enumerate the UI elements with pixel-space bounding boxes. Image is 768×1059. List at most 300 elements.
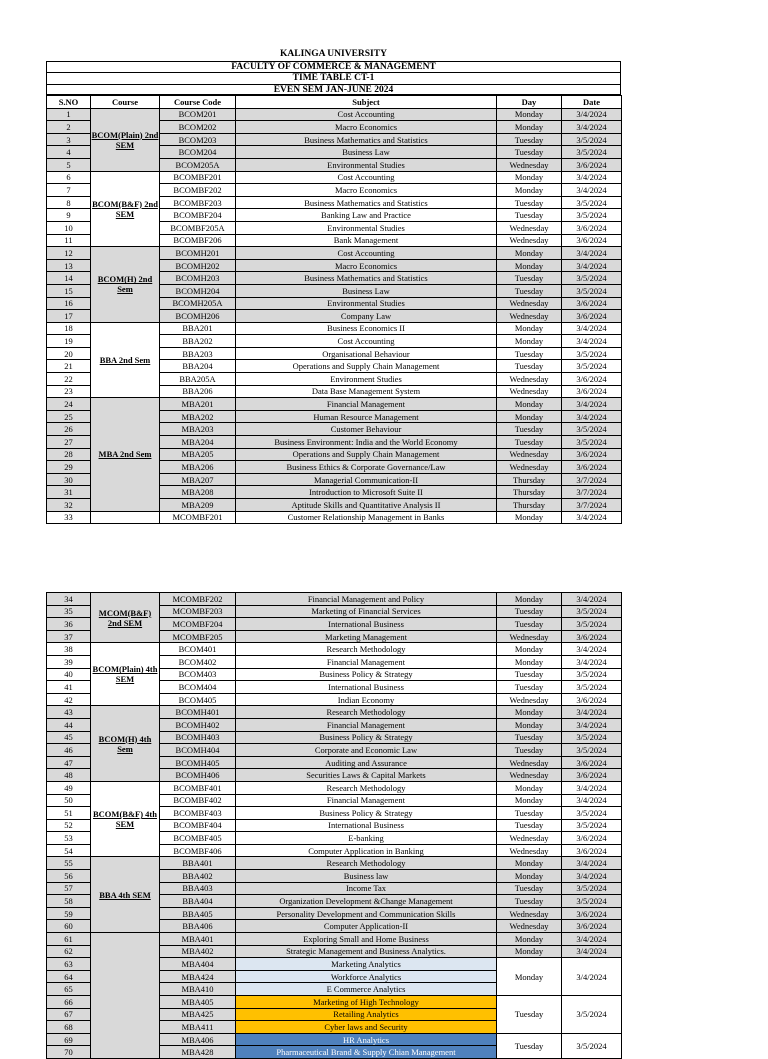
exam-date: 3/5/2024	[562, 360, 622, 373]
course-code: MBA404	[160, 958, 236, 971]
exam-date: 3/5/2024	[562, 146, 622, 159]
exam-day: Tuesday	[497, 895, 562, 908]
exam-date: 3/5/2024	[562, 668, 622, 681]
exam-date: 3/4/2024	[562, 184, 622, 197]
course-code: BBA202	[160, 335, 236, 348]
subject: Business Mathematics and Statistics	[236, 133, 497, 146]
row-number: 40	[47, 668, 91, 681]
course-code: MCOMBF202	[160, 593, 236, 606]
exam-date: 3/4/2024	[562, 718, 622, 731]
subject: Company Law	[236, 310, 497, 323]
course-name	[91, 511, 160, 524]
row-number: 18	[47, 322, 91, 335]
row-number: 1	[47, 108, 91, 121]
exam-day: Tuesday	[497, 436, 562, 449]
exam-day: Monday	[497, 933, 562, 946]
exam-date: 3/5/2024	[562, 1033, 622, 1058]
exam-day: Monday	[497, 184, 562, 197]
exam-day: Wednesday	[497, 832, 562, 845]
subject: Workforce Analytics	[236, 970, 497, 983]
course-code: BCOM404	[160, 681, 236, 694]
course-code: BBA403	[160, 882, 236, 895]
subject: Organization Development &Change Management	[236, 895, 497, 908]
course-code: BCOMBF402	[160, 794, 236, 807]
row-number: 46	[47, 744, 91, 757]
subject: Financial Management	[236, 718, 497, 731]
course-code: BCOMH401	[160, 706, 236, 719]
exam-day: Wednesday	[497, 373, 562, 386]
course-code: BBA204	[160, 360, 236, 373]
course-code: BBA203	[160, 347, 236, 360]
exam-day: Monday	[497, 781, 562, 794]
row-number: 13	[47, 259, 91, 272]
subject: Strategic Management and Business Analytics.	[236, 945, 497, 958]
subject: Financial Management and Policy	[236, 593, 497, 606]
row-number: 61	[47, 933, 91, 946]
subject: Indian Economy	[236, 693, 497, 706]
subject: Computer Application in Banking	[236, 844, 497, 857]
exam-date: 3/4/2024	[562, 933, 622, 946]
row-number: 42	[47, 693, 91, 706]
exam-day: Wednesday	[497, 158, 562, 171]
row-number: 53	[47, 832, 91, 845]
exam-day: Tuesday	[497, 618, 562, 631]
table-row	[47, 247, 622, 260]
subject: Research Methodology	[236, 706, 497, 719]
row-number: 16	[47, 297, 91, 310]
exam-day: Wednesday	[497, 385, 562, 398]
row-number: 29	[47, 461, 91, 474]
row-number: 10	[47, 221, 91, 234]
course-code: BCOMH202	[160, 259, 236, 272]
exam-date: 3/5/2024	[562, 882, 622, 895]
exam-date: 3/5/2024	[562, 895, 622, 908]
subject: Operations and Supply Chain Management	[236, 448, 497, 461]
exam-day: Monday	[497, 593, 562, 606]
subject: Customer Behaviour	[236, 423, 497, 436]
course-code: BCOM401	[160, 643, 236, 656]
subject: Marketing of Financial Services	[236, 605, 497, 618]
subject: Environmental Studies	[236, 297, 497, 310]
exam-date: 3/6/2024	[562, 461, 622, 474]
exam-date: 3/4/2024	[562, 410, 622, 423]
course-code: BCOMBF406	[160, 844, 236, 857]
row-number: 69	[47, 1033, 91, 1046]
subject: Introduction to Microsoft Suite II	[236, 486, 497, 499]
exam-day: Monday	[497, 958, 562, 996]
exam-day: Monday	[497, 511, 562, 524]
exam-date: 3/4/2024	[562, 335, 622, 348]
row-number: 70	[47, 1046, 91, 1059]
subject: HR Analytics	[236, 1033, 497, 1046]
course-code: BCOMH204	[160, 284, 236, 297]
exam-date: 3/5/2024	[562, 731, 622, 744]
exam-day: Monday	[497, 410, 562, 423]
subject: Data Base Management System	[236, 385, 497, 398]
exam-day: Thursday	[497, 499, 562, 512]
exam-day: Tuesday	[497, 133, 562, 146]
exam-date: 3/5/2024	[562, 681, 622, 694]
course-code: MCOMBF205	[160, 630, 236, 643]
row-number: 8	[47, 196, 91, 209]
row-number: 5	[47, 158, 91, 171]
exam-day: Tuesday	[497, 209, 562, 222]
row-number: 22	[47, 373, 91, 386]
exam-date: 3/4/2024	[562, 259, 622, 272]
subject: Income Tax	[236, 882, 497, 895]
exam-date: 3/5/2024	[562, 196, 622, 209]
subject: Business Policy & Strategy	[236, 807, 497, 820]
session-label: EVEN SEM JAN-JUNE 2024	[46, 84, 621, 96]
subject: Environmental Studies	[236, 158, 497, 171]
course-name: BCOM(B&F) 4th SEM	[91, 781, 160, 857]
row-number: 31	[47, 486, 91, 499]
exam-day: Monday	[497, 398, 562, 411]
row-number: 51	[47, 807, 91, 820]
table-row	[47, 108, 622, 121]
exam-date: 3/5/2024	[562, 347, 622, 360]
row-number: 50	[47, 794, 91, 807]
faculty-name: FACULTY OF COMMERCE & MANAGEMENT	[46, 61, 621, 73]
exam-date: 3/4/2024	[562, 945, 622, 958]
row-number: 58	[47, 895, 91, 908]
course-code: BCOMH403	[160, 731, 236, 744]
exam-day: Tuesday	[497, 423, 562, 436]
table-row	[47, 857, 622, 870]
row-number: 56	[47, 870, 91, 883]
timetable-part-1	[46, 95, 622, 524]
course-code: BCOMBF403	[160, 807, 236, 820]
course-code: MBA203	[160, 423, 236, 436]
course-code: BBA205A	[160, 373, 236, 386]
exam-day: Wednesday	[497, 310, 562, 323]
course-code: BBA406	[160, 920, 236, 933]
exam-date: 3/7/2024	[562, 473, 622, 486]
exam-date: 3/5/2024	[562, 133, 622, 146]
course-code: MBA206	[160, 461, 236, 474]
course-code: MBA410	[160, 983, 236, 996]
column-header: S.NO	[47, 96, 91, 109]
exam-day: Monday	[497, 857, 562, 870]
row-number: 64	[47, 970, 91, 983]
row-number: 66	[47, 996, 91, 1009]
row-number: 14	[47, 272, 91, 285]
subject: Marketing Management	[236, 630, 497, 643]
row-number: 39	[47, 655, 91, 668]
subject: Cyber laws and Security	[236, 1021, 497, 1034]
course-name: BCOM(H) 2nd Sem	[91, 247, 160, 323]
exam-date: 3/5/2024	[562, 744, 622, 757]
course-code: BCOMH405	[160, 756, 236, 769]
course-code: MBA208	[160, 486, 236, 499]
table-row	[47, 643, 622, 656]
column-header: Course Code	[160, 96, 236, 109]
subject: Pharmaceutical Brand & Supply Chian Management	[236, 1046, 497, 1059]
exam-date: 3/6/2024	[562, 907, 622, 920]
course-code: BBA405	[160, 907, 236, 920]
course-code: BCOMH203	[160, 272, 236, 285]
subject: Business Policy & Strategy	[236, 731, 497, 744]
subject: Cost Accounting	[236, 171, 497, 184]
course-code: BCOM201	[160, 108, 236, 121]
exam-day: Monday	[497, 322, 562, 335]
exam-date: 3/5/2024	[562, 284, 622, 297]
course-code: MBA207	[160, 473, 236, 486]
exam-date: 3/5/2024	[562, 209, 622, 222]
university-name: KALINGA UNIVERSITY	[280, 49, 387, 59]
exam-day: Monday	[497, 643, 562, 656]
subject: Research Methodology	[236, 781, 497, 794]
exam-date: 3/6/2024	[562, 373, 622, 386]
course-code: BCOMH402	[160, 718, 236, 731]
table-row	[47, 398, 622, 411]
exam-day: Monday	[497, 259, 562, 272]
timetable-title: TIME TABLE CT-1	[46, 72, 621, 84]
exam-day: Wednesday	[497, 234, 562, 247]
subject: Cost Accounting	[236, 247, 497, 260]
course-name: BCOM(Plain) 2nd SEM	[91, 108, 160, 171]
row-number: 59	[47, 907, 91, 920]
course-code: BCOM203	[160, 133, 236, 146]
subject: International Business	[236, 618, 497, 631]
course-name	[91, 933, 160, 1059]
row-number: 54	[47, 844, 91, 857]
row-number: 37	[47, 630, 91, 643]
subject: Business Mathematics and Statistics	[236, 196, 497, 209]
exam-day: Monday	[497, 945, 562, 958]
course-code: BCOMBF205A	[160, 221, 236, 234]
exam-day: Tuesday	[497, 731, 562, 744]
subject: International Business	[236, 819, 497, 832]
row-number: 65	[47, 983, 91, 996]
row-number: 43	[47, 706, 91, 719]
course-code: BCOM202	[160, 121, 236, 134]
course-code: BCOMBF203	[160, 196, 236, 209]
row-number: 17	[47, 310, 91, 323]
row-number: 38	[47, 643, 91, 656]
course-code: MBA406	[160, 1033, 236, 1046]
subject: Operations and Supply Chain Management	[236, 360, 497, 373]
exam-day: Monday	[497, 794, 562, 807]
course-code: MBA411	[160, 1021, 236, 1034]
exam-date: 3/4/2024	[562, 398, 622, 411]
course-name: MBA 2nd Sem	[91, 398, 160, 511]
subject: International Business	[236, 681, 497, 694]
exam-date: 3/5/2024	[562, 605, 622, 618]
exam-day: Wednesday	[497, 844, 562, 857]
row-number: 47	[47, 756, 91, 769]
row-number: 63	[47, 958, 91, 971]
exam-day: Tuesday	[497, 1033, 562, 1058]
row-number: 33	[47, 511, 91, 524]
exam-date: 3/6/2024	[562, 832, 622, 845]
subject: Financial Management	[236, 655, 497, 668]
row-number: 67	[47, 1008, 91, 1021]
subject: Securities Laws & Capital Markets	[236, 769, 497, 782]
subject: Cost Accounting	[236, 108, 497, 121]
course-name: BCOM(B&F) 2nd SEM	[91, 171, 160, 247]
exam-date: 3/7/2024	[562, 499, 622, 512]
exam-date: 3/5/2024	[562, 272, 622, 285]
subject: Macro Economics	[236, 121, 497, 134]
exam-date: 3/5/2024	[562, 423, 622, 436]
exam-date: 3/5/2024	[562, 819, 622, 832]
table-header-row	[47, 96, 622, 109]
exam-date: 3/4/2024	[562, 322, 622, 335]
exam-date: 3/6/2024	[562, 234, 622, 247]
course-code: BBA401	[160, 857, 236, 870]
exam-day: Wednesday	[497, 907, 562, 920]
table-row	[47, 322, 622, 335]
table-row	[47, 781, 622, 794]
exam-day: Monday	[497, 108, 562, 121]
exam-day: Wednesday	[497, 221, 562, 234]
exam-date: 3/4/2024	[562, 794, 622, 807]
exam-date: 3/6/2024	[562, 158, 622, 171]
column-header: Subject	[236, 96, 497, 109]
exam-date: 3/6/2024	[562, 310, 622, 323]
subject: Business Mathematics and Statistics	[236, 272, 497, 285]
exam-day: Thursday	[497, 473, 562, 486]
course-code: MBA205	[160, 448, 236, 461]
course-code: BCOM205A	[160, 158, 236, 171]
subject: Macro Economics	[236, 184, 497, 197]
course-code: BCOMH201	[160, 247, 236, 260]
subject: Aptitude Skills and Quantitative Analysis II	[236, 499, 497, 512]
subject: Macro Economics	[236, 259, 497, 272]
course-code: BCOM402	[160, 655, 236, 668]
exam-day: Wednesday	[497, 756, 562, 769]
row-number: 12	[47, 247, 91, 260]
row-number: 3	[47, 133, 91, 146]
course-name: BCOM(H) 4th Sem	[91, 706, 160, 782]
exam-date: 3/4/2024	[562, 247, 622, 260]
exam-date: 3/6/2024	[562, 297, 622, 310]
course-code: BCOMBF401	[160, 781, 236, 794]
course-code: BCOMBF405	[160, 832, 236, 845]
subject: Financial Management	[236, 794, 497, 807]
course-code: BCOMBF206	[160, 234, 236, 247]
course-name: BBA 2nd Sem	[91, 322, 160, 398]
exam-day: Wednesday	[497, 920, 562, 933]
exam-day: Tuesday	[497, 272, 562, 285]
course-code: BCOMH205A	[160, 297, 236, 310]
subject: Business Environment: India and the World Economy	[236, 436, 497, 449]
subject: Business Law	[236, 284, 497, 297]
exam-day: Tuesday	[497, 605, 562, 618]
course-name: MCOM(B&F) 2nd SEM	[91, 593, 160, 643]
course-code: MBA424	[160, 970, 236, 983]
column-header: Course	[91, 96, 160, 109]
exam-date: 3/4/2024	[562, 108, 622, 121]
row-number: 52	[47, 819, 91, 832]
row-number: 36	[47, 618, 91, 631]
row-number: 9	[47, 209, 91, 222]
exam-date: 3/4/2024	[562, 655, 622, 668]
course-code: BCOMBF204	[160, 209, 236, 222]
row-number: 25	[47, 410, 91, 423]
course-code: BCOMBF201	[160, 171, 236, 184]
exam-day: Monday	[497, 706, 562, 719]
course-code: BCOMH406	[160, 769, 236, 782]
row-number: 20	[47, 347, 91, 360]
exam-date: 3/4/2024	[562, 857, 622, 870]
exam-date: 3/6/2024	[562, 385, 622, 398]
row-number: 28	[47, 448, 91, 461]
row-number: 24	[47, 398, 91, 411]
exam-day: Monday	[497, 718, 562, 731]
exam-day: Tuesday	[497, 146, 562, 159]
exam-day: Wednesday	[497, 630, 562, 643]
table-row	[47, 706, 622, 719]
subject: Managerial Communication-II	[236, 473, 497, 486]
course-code: MBA204	[160, 436, 236, 449]
course-code: BBA206	[160, 385, 236, 398]
course-code: BCOM204	[160, 146, 236, 159]
subject: Computer Application-II	[236, 920, 497, 933]
exam-day: Thursday	[497, 486, 562, 499]
subject: Research Methodology	[236, 857, 497, 870]
exam-day: Tuesday	[497, 196, 562, 209]
table-row	[47, 933, 622, 946]
subject: Corporate and Economic Law	[236, 744, 497, 757]
course-code: BCOMBF202	[160, 184, 236, 197]
subject: Environmental Studies	[236, 221, 497, 234]
row-number: 32	[47, 499, 91, 512]
row-number: 44	[47, 718, 91, 731]
row-number: 11	[47, 234, 91, 247]
exam-date: 3/4/2024	[562, 781, 622, 794]
exam-day: Tuesday	[497, 744, 562, 757]
row-number: 57	[47, 882, 91, 895]
exam-date: 3/4/2024	[562, 593, 622, 606]
exam-day: Monday	[497, 870, 562, 883]
exam-date: 3/5/2024	[562, 618, 622, 631]
course-code: MBA401	[160, 933, 236, 946]
row-number: 19	[47, 335, 91, 348]
subject: Auditing and Assurance	[236, 756, 497, 769]
exam-day: Monday	[497, 247, 562, 260]
column-header: Day	[497, 96, 562, 109]
exam-day: Tuesday	[497, 882, 562, 895]
course-code: MBA405	[160, 996, 236, 1009]
column-header: Date	[562, 96, 622, 109]
subject: Cost Accounting	[236, 335, 497, 348]
exam-date: 3/6/2024	[562, 630, 622, 643]
exam-date: 3/5/2024	[562, 436, 622, 449]
subject: Business Policy & Strategy	[236, 668, 497, 681]
subject: Environment Studies	[236, 373, 497, 386]
row-number: 35	[47, 605, 91, 618]
exam-day: Wednesday	[497, 693, 562, 706]
row-number: 48	[47, 769, 91, 782]
subject: Organisational Behaviour	[236, 347, 497, 360]
course-code: MBA425	[160, 1008, 236, 1021]
row-number: 41	[47, 681, 91, 694]
subject: Business Ethics & Corporate Governance/Law	[236, 461, 497, 474]
row-number: 60	[47, 920, 91, 933]
exam-date: 3/6/2024	[562, 769, 622, 782]
course-code: BCOM405	[160, 693, 236, 706]
course-code: MBA402	[160, 945, 236, 958]
course-code: BCOM403	[160, 668, 236, 681]
subject: Banking Law and Practice	[236, 209, 497, 222]
row-number: 34	[47, 593, 91, 606]
subject: Marketing of High Technology	[236, 996, 497, 1009]
exam-date: 3/5/2024	[562, 807, 622, 820]
row-number: 68	[47, 1021, 91, 1034]
exam-day: Monday	[497, 121, 562, 134]
